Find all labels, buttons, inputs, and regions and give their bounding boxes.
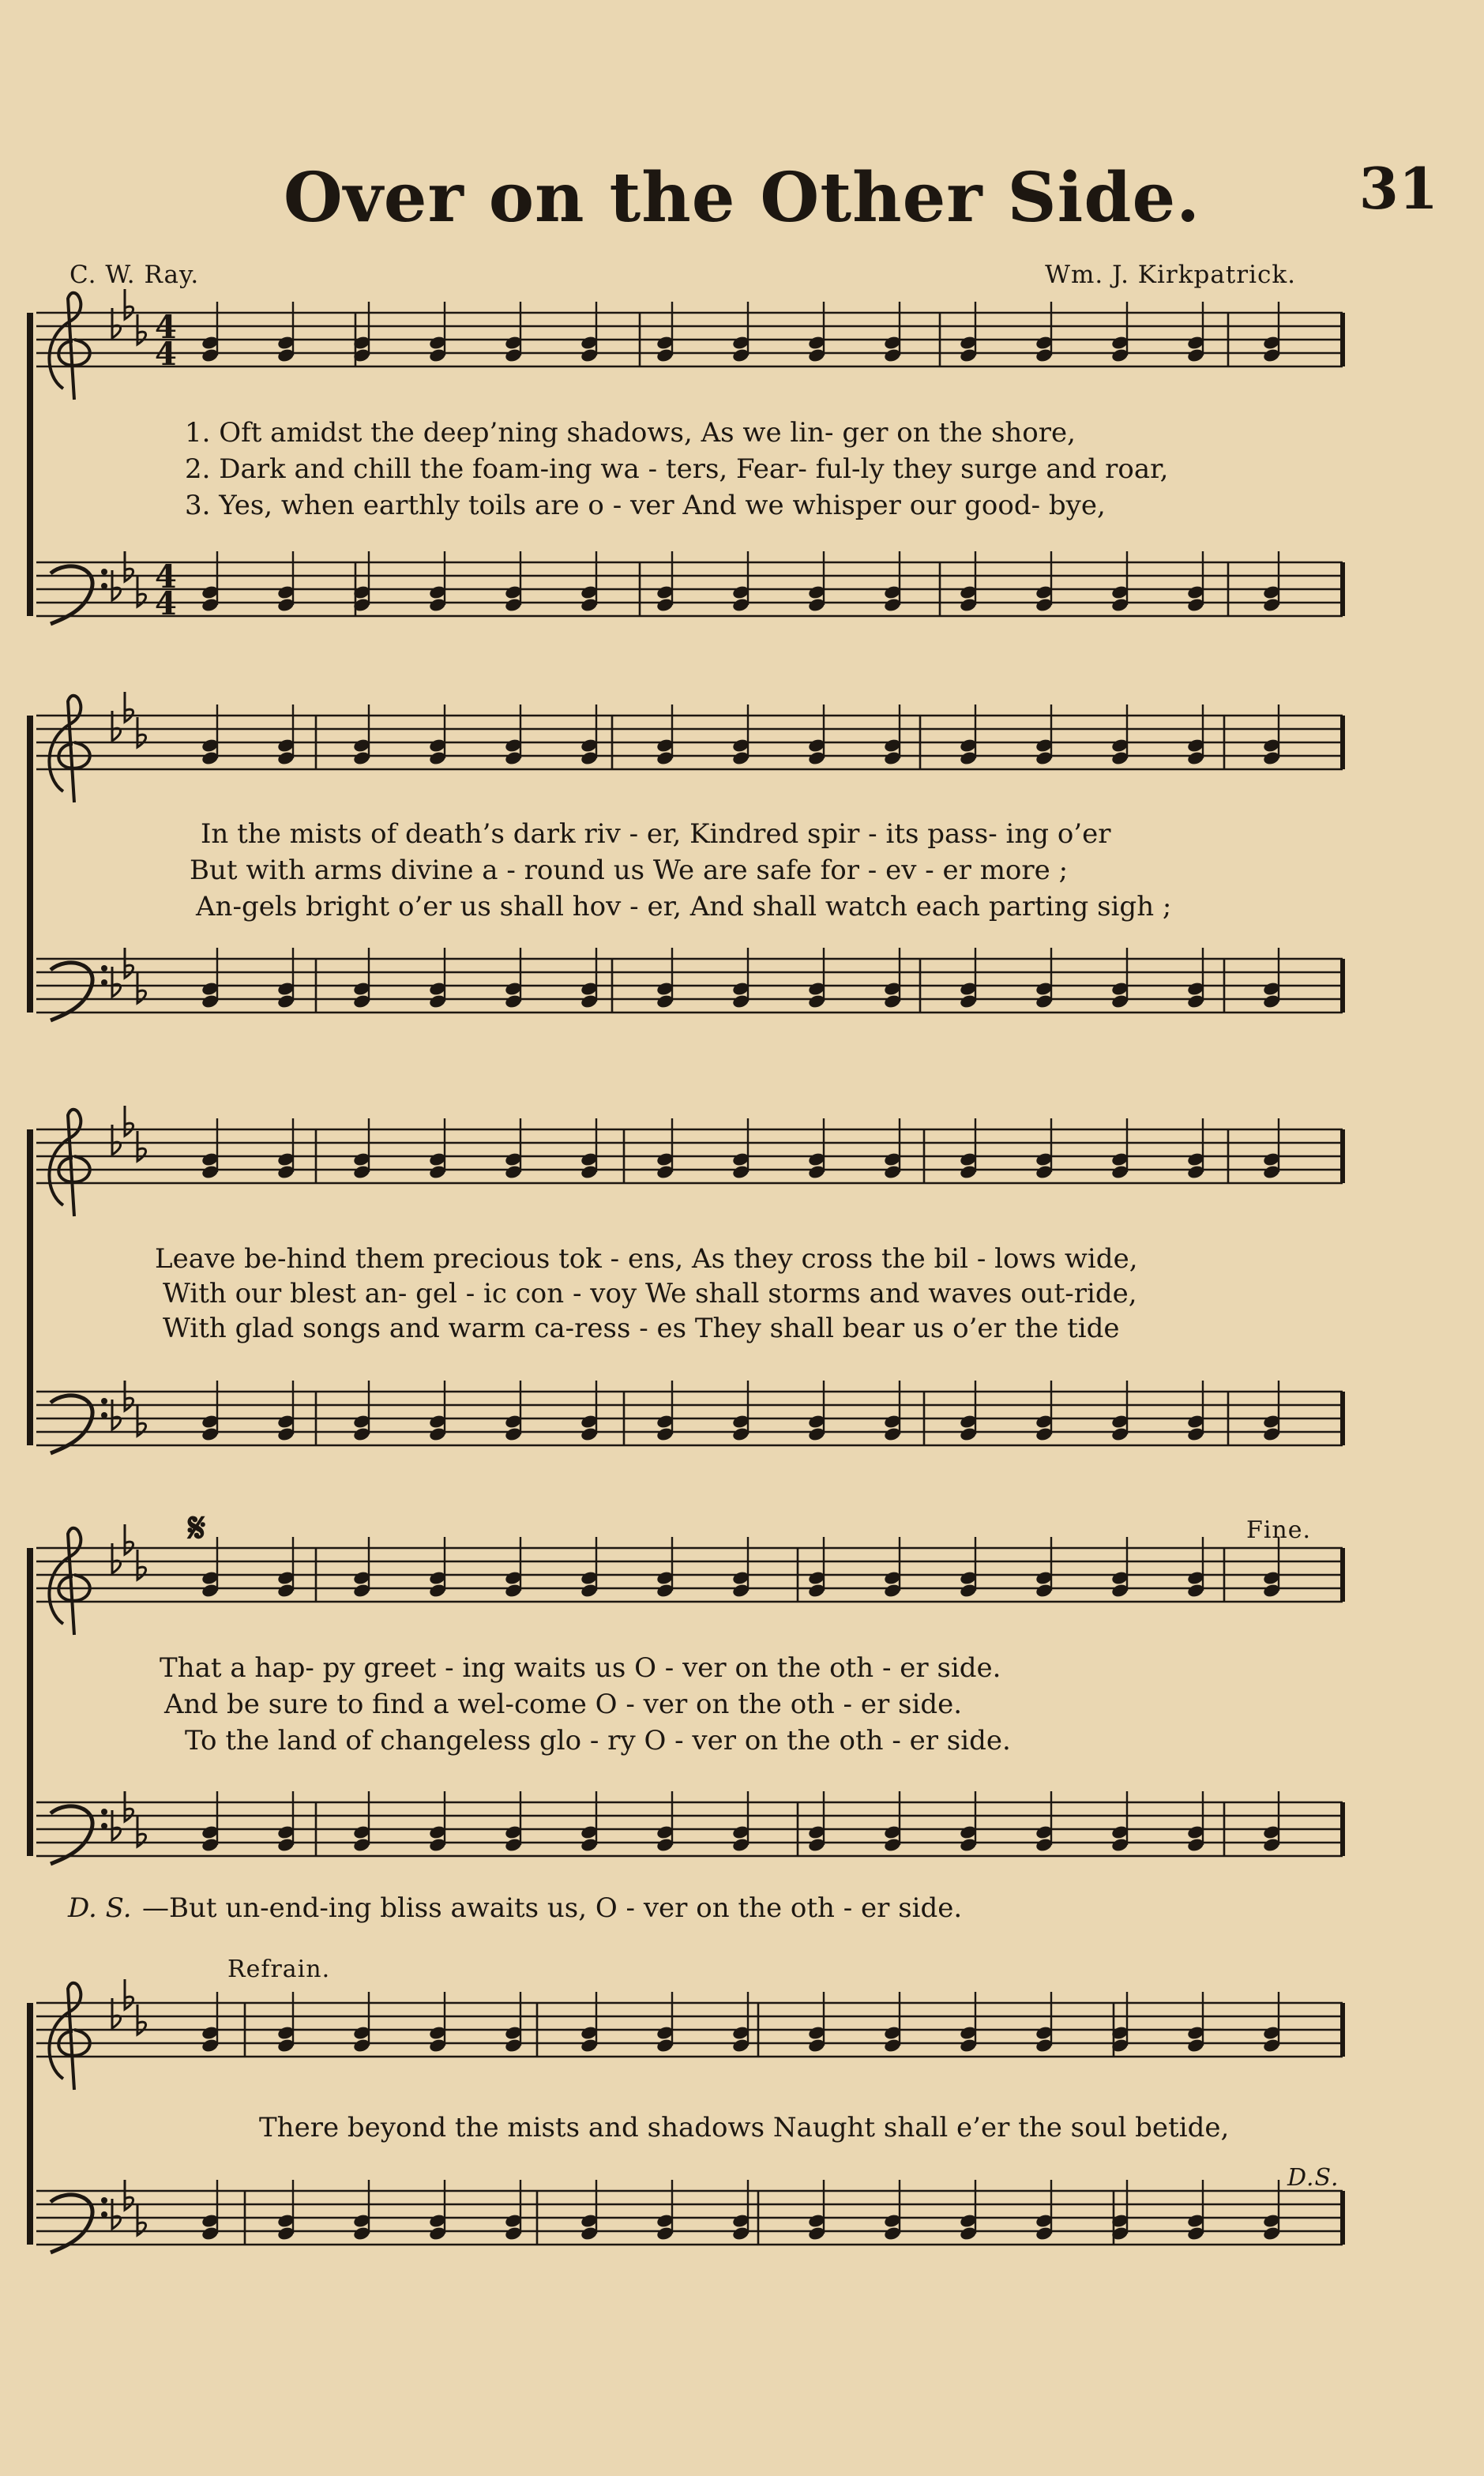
system-1-bass-time-signature: 4 [155,558,177,596]
system-1-bass-clef-dot [101,583,107,589]
system-1-verse-1: 1. Oft amidst the deep’ning shadows, As we lin- ger on the shore, [185,417,1076,449]
system-1-bass-clef-dot [101,569,107,575]
system-5-bass-clef-dot [101,2197,107,2204]
system-2-verse-1: In the mists of death’s dark riv - er, Kindred spir - its pass- ing o’er [201,818,1111,850]
system-2-treble-clef [49,696,89,802]
system-1-key-flat [125,551,133,581]
system-4-key-flat [112,1810,121,1840]
system-1-treble-clef [49,293,89,400]
lyricist-credit: C. W. Ray. [70,261,200,289]
refrain-lyric: There beyond the mists and shadows Naught shall e’er the soul betide, [259,2112,1230,2143]
system-3-key-flat [125,1106,133,1136]
system-1-key-flat [125,289,133,319]
system-2-key-flat [112,967,121,997]
system-4-bass-clef-dot [101,1809,107,1815]
system-4-verse-2: And be sure to find a wel-come O - ver on the oth - er side. [164,1689,963,1720]
system-3-verse-1: Leave be-hind them precious tok - ens, As they cross the bil - lows wide, [155,1243,1138,1275]
system-2-verse-3: An-gels bright o’er us shall hov - er, And shall watch each parting sigh ; [196,891,1172,922]
system-3-verse-3: With glad songs and warm ca-ress - es They shall bear us o’er the tide [163,1313,1120,1344]
system-1-treble-time-signature: 4 [155,309,177,346]
system-5-key-flat [112,2199,121,2229]
ds-marker: D.S. [1287,2164,1339,2192]
system-5-bass-clef-dot [101,2211,107,2218]
system-3-key-flat [112,1400,121,1430]
system-1-verse-2: 2. Dark and chill the foam-ing wa - ters, Fear- ful-ly they surge and roar, [185,453,1169,485]
system-4-verse-3: To the land of changeless glo - ry O - ver on the oth - er side. [185,1725,1011,1756]
system-5-key-flat [125,2180,133,2210]
system-1-key-flat [112,570,121,600]
system-3-bass-clef-dot [101,1412,107,1418]
system-2-key-flat [125,948,133,978]
dal-segno-lyric: —But un-end-ing bliss awaits us, O - ver on the oth - er side. [142,1892,963,1924]
system-1-bass-time-signature: 4 [155,585,177,622]
system-3-key-flat [125,1381,133,1411]
system-4-key-flat [125,1791,133,1821]
system-2-verse-2: But with arms divine a - round us We are safe for - ev - er more ; [190,855,1069,886]
page-title: Over on the Other Side. [283,158,1201,238]
dal-segno-label: D. S. [68,1892,132,1924]
system-2-key-flat [125,692,133,722]
system-2-bass-clef-dot [101,979,107,986]
system-4-verse-1: That a hap- py greet - ing waits us O - ver on the oth - er side. [160,1652,1001,1684]
system-1-treble-time-signature: 4 [155,336,177,373]
fine-marker: Fine. [1246,1516,1312,1544]
page-number: 31 [1358,155,1438,222]
system-4-treble-clef [49,1528,89,1635]
segno-sign: 𝄋 [188,1504,206,1552]
system-4-bass-clef-dot [101,1823,107,1829]
refrain-marker: Refrain. [227,1956,331,1983]
system-1-verse-3: 3. Yes, when earthly toils are o - ver And we whisper our good- bye, [185,490,1106,521]
system-3-bass-clef-dot [101,1398,107,1404]
system-5-treble-clef [49,1983,89,2090]
system-2-bass-clef-dot [101,965,107,971]
composer-credit: Wm. J. Kirkpatrick. [1045,261,1296,289]
system-3-verse-2: With our blest an- gel - ic con - voy We shall storms and waves out-ride, [163,1278,1137,1309]
system-5-key-flat [125,1979,133,2009]
system-4-key-flat [125,1524,133,1554]
system-3-treble-clef [49,1110,89,1216]
